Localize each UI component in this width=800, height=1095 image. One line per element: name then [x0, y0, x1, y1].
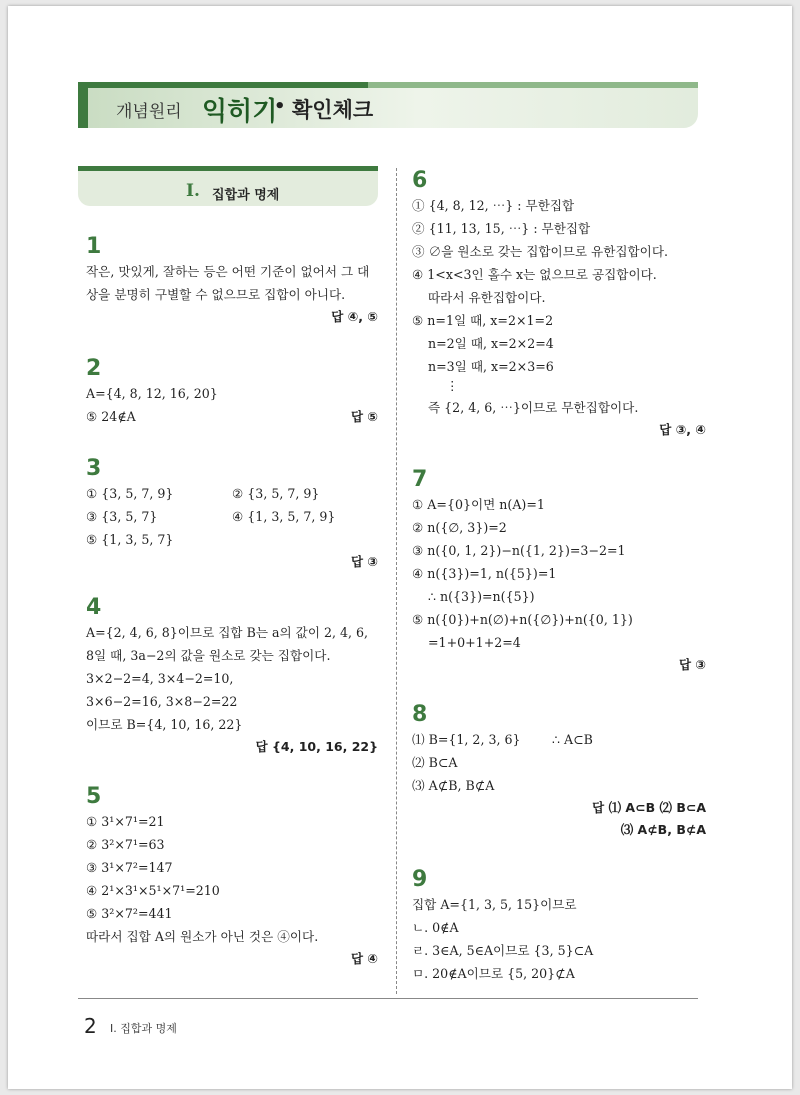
solution-line: ② 3²×7¹=63 — [86, 837, 165, 852]
solution-line: 8일 때, 3a−2의 값을 원소로 갖는 집합이다. — [86, 648, 331, 663]
problem-6 — [412, 168, 706, 441]
solution-line: 집합 A={1, 3, 5, 15}이므로 — [412, 897, 577, 912]
page-number: 2 — [84, 1014, 97, 1038]
answer: 답 ③ — [350, 554, 378, 569]
header-title-sub: 확인체크 — [292, 98, 374, 122]
solution-line: ④ 1<x<3인 홀수 x는 없으므로 공집합이다. — [412, 267, 657, 282]
problem-number: 6 — [412, 168, 428, 193]
problem-number: 5 — [86, 784, 102, 809]
solution-line: ⑤ n=1일 때, x=2×1=2 — [412, 313, 554, 328]
solution-line: ① {4, 8, 12, ⋯} : 무한집합 — [412, 198, 575, 213]
solution-line: n=2일 때, x=2×2=4 — [428, 336, 554, 351]
problem-9 — [412, 867, 706, 985]
choice: ③ {3, 5, 7} — [86, 509, 158, 524]
problem-number: 3 — [86, 456, 102, 481]
problem-number: 1 — [86, 234, 102, 259]
problem-number: 7 — [412, 467, 428, 492]
problem-8 — [412, 702, 706, 841]
answer-continued: ⑶ A⊄B, B⊄A — [620, 822, 706, 837]
solution-line: ㄹ. 3∈A, 5∈A이므로 {3, 5}⊂A — [412, 943, 594, 958]
problem-2 — [86, 356, 378, 428]
choice: ② {3, 5, 7, 9} — [232, 486, 320, 501]
solution-line: 이므로 B={4, 10, 16, 22} — [86, 717, 243, 732]
footer-chapter-label: I. 집합과 명제 — [110, 1022, 177, 1035]
problem-number: 4 — [86, 595, 102, 620]
answer: 답 ④, ⑤ — [331, 309, 378, 324]
solution-line: ⑶ A⊄B, B⊄A — [412, 778, 495, 793]
solution-line: ② n({∅, 3})=2 — [412, 520, 507, 535]
section-number: I. — [186, 181, 200, 201]
solution-line: A={2, 4, 6, 8}이므로 집합 B는 a의 값이 2, 4, 6, — [86, 625, 369, 640]
answer: 답 ④ — [350, 951, 378, 966]
solution-line: ① A={0}이면 n(A)=1 — [412, 497, 545, 512]
problem-1 — [86, 234, 378, 328]
answer: 답 ③, ④ — [659, 422, 706, 437]
header-dot: • — [274, 96, 286, 117]
solution-line: 작은, 맛있게, 잘하는 등은 어떤 기준이 없어서 그 대 — [86, 264, 370, 279]
solution-line: A={4, 8, 12, 16, 20} — [86, 386, 218, 401]
solution-line: 상을 분명히 구별할 수 없으므로 집합이 아니다. — [86, 287, 346, 302]
page-header — [78, 82, 698, 128]
solution-line: 따라서 유한집합이다. — [428, 290, 546, 305]
answer: 답 ⑴ A⊂B ⑵ B⊂A — [592, 800, 706, 815]
footer-rule — [78, 998, 698, 999]
solution-line: ③ ∅을 원소로 갖는 집합이므로 유한집합이다. — [412, 244, 669, 259]
solution-line: =1+0+1+2=4 — [428, 635, 521, 650]
solution-line: n=3일 때, x=2×3=6 — [428, 359, 554, 374]
problem-7 — [412, 467, 706, 676]
solution-line: ① 3¹×7¹=21 — [86, 814, 165, 829]
solution-line: ⑤ n({0})+n(∅)+n({∅})+n({0, 1}) — [412, 612, 633, 627]
answer: 답 ⑤ — [350, 409, 378, 424]
solution-line: ㄴ. 0∉A — [412, 920, 459, 935]
right-column — [412, 168, 706, 985]
header-left-bar — [78, 88, 88, 128]
solution-line: 3×6−2=16, 3×8−2=22 — [86, 694, 238, 709]
solution-line: ③ 3¹×7²=147 — [86, 860, 173, 875]
solution-line: ④ n({3})=1, n({5})=1 — [412, 566, 557, 581]
solution-line: ㅁ. 20∉A이므로 {5, 20}⊄A — [412, 966, 575, 981]
problem-number: 9 — [412, 867, 428, 892]
solution-line: 즉 {2, 4, 6, ⋯}이므로 무한집합이다. — [428, 400, 639, 415]
solution-line — [86, 482, 378, 505]
solution-text: ∴ A⊂B — [552, 732, 593, 747]
section-title: 집합과 명제 — [212, 188, 280, 203]
solution-line: ⑤ 3²×7²=441 — [86, 906, 173, 921]
solution-line: ③ n({0, 1, 2})−n({1, 2})=3−2=1 — [412, 543, 626, 558]
answer: 답 {4, 10, 16, 22} — [255, 739, 378, 754]
choice: ④ {1, 3, 5, 7, 9} — [232, 509, 336, 524]
solution-line: 3×2−2=4, 3×4−2=10, — [86, 671, 234, 686]
solution-line: ④ 2¹×3¹×5¹×7¹=210 — [86, 883, 220, 898]
solution-line: ⑤ {1, 3, 5, 7} — [86, 532, 174, 547]
solution-line — [86, 405, 378, 428]
solution-text: ⑤ 24∉A — [86, 409, 136, 424]
header-title-main: 익히기 — [202, 97, 278, 127]
solution-line — [86, 505, 378, 528]
problem-4 — [86, 595, 378, 758]
solution-line: 따라서 집합 A의 원소가 아닌 것은 ④이다. — [86, 929, 319, 944]
problem-3 — [86, 456, 378, 573]
problem-5 — [86, 784, 378, 970]
solution-line — [412, 728, 706, 751]
column-divider — [396, 168, 397, 994]
section-heading — [78, 166, 378, 206]
solution-line: ⑵ B⊂A — [412, 755, 458, 770]
header-label: 개념원리 — [116, 102, 182, 122]
solution-line: ② {11, 13, 15, ⋯} : 무한집합 — [412, 221, 591, 236]
solution-line: ∴ n({3})=n({5}) — [428, 589, 535, 604]
problem-number: 8 — [412, 702, 428, 727]
vdots: ⋮ — [446, 378, 459, 393]
answer: 답 ③ — [678, 657, 706, 672]
solution-text: ⑴ B={1, 2, 3, 6} — [412, 732, 521, 747]
left-column — [86, 234, 378, 970]
problem-number: 2 — [86, 356, 102, 381]
choice: ① {3, 5, 7, 9} — [86, 486, 174, 501]
